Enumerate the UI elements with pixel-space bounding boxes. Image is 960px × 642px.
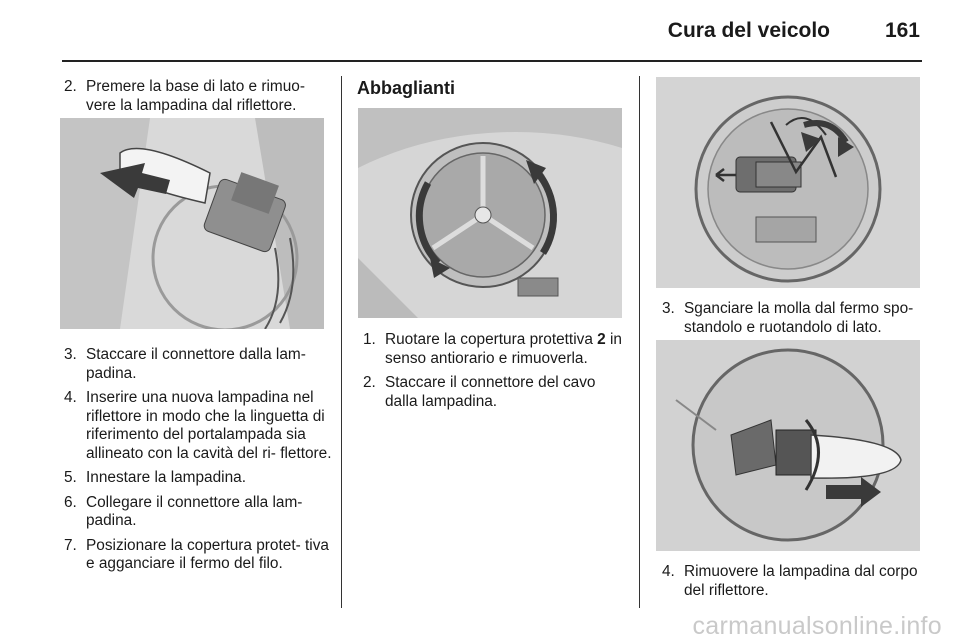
step-number: 3.: [662, 300, 675, 317]
section-heading: Abbaglianti: [357, 78, 455, 98]
column-divider-1: [341, 76, 342, 608]
page-number: 161: [884, 19, 920, 42]
list-item: [662, 563, 924, 600]
step-number: 4.: [662, 563, 675, 580]
step-text: Innestare la lampadina.: [86, 469, 246, 486]
header-title: Cura del veicolo: [667, 19, 830, 42]
list-item: [64, 494, 334, 531]
list-item: [64, 537, 334, 574]
step-text-part: in senso antiorario e rimuoverla.: [385, 331, 622, 367]
watermark: carmanualsonline.info: [692, 612, 942, 640]
step-number: 3.: [64, 346, 77, 363]
illustration-bulb-extraction: [656, 340, 920, 551]
callout-number: 2: [597, 331, 606, 348]
illustration-bulb-removal: [60, 118, 324, 329]
protective-cover-drawing: [358, 108, 622, 318]
spring-clip-drawing: [656, 77, 920, 288]
column-divider-2: [639, 76, 640, 608]
list-item: [64, 346, 334, 383]
step-number: 5.: [64, 469, 77, 486]
step-text: Collegare il connettore alla lam- padina.: [86, 493, 303, 529]
bulb-removal-drawing: [60, 118, 324, 329]
list-item: [363, 374, 625, 411]
list-item: [64, 78, 334, 115]
step-list-col3-bottom: [662, 563, 924, 606]
illustration-protective-cover: [358, 108, 622, 318]
step-list-col1-bottom: [64, 346, 334, 580]
step-text: [385, 331, 625, 368]
step-number: 6.: [64, 493, 77, 511]
step-text: Premere la base di lato e rimuo- vere la lampadina dal riflettore.: [86, 78, 305, 114]
step-number: 2.: [64, 78, 77, 95]
step-number: 1.: [363, 331, 376, 348]
step-text: Inserire una nuova lampadina nel riflettore in modo che la linguetta di riferimento del portalampada sia allineato con la cavità del ri- flettore.: [86, 389, 332, 462]
step-number: 4.: [64, 389, 77, 406]
list-item: [64, 469, 334, 488]
step-number: 2.: [363, 374, 376, 391]
list-item: [662, 300, 924, 337]
list-item: [64, 389, 334, 463]
list-item: [363, 331, 625, 368]
illustration-spring-clip: [656, 77, 920, 288]
step-text: Staccare il connettore dalla lam- padina.: [86, 346, 306, 382]
step-list-col3-top: [662, 300, 924, 343]
step-text: Staccare il connettore del cavo dalla lampadina.: [385, 374, 596, 410]
step-text-part: Ruotare la copertura protettiva: [385, 331, 598, 348]
step-text: Rimuovere la lampadina dal corpo del riflettore.: [684, 563, 918, 599]
step-list-col1-top: [64, 78, 334, 121]
step-text: Posizionare la copertura protet- tiva e agganciare il fermo del filo.: [86, 536, 329, 572]
header-rule: [62, 60, 922, 62]
step-text: Sganciare la molla dal fermo spo- standolo e ruotandolo di lato.: [684, 300, 914, 336]
step-number: 7.: [64, 536, 77, 554]
step-list-col2: [363, 331, 625, 417]
bulb-extraction-drawing: [656, 340, 920, 551]
